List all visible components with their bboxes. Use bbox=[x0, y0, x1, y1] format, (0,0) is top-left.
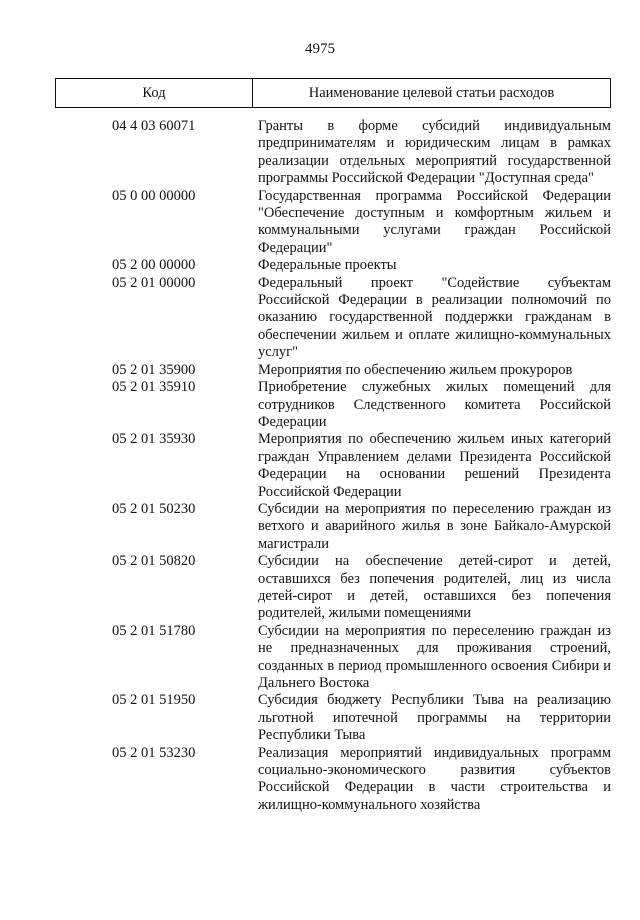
row-name: Субсидии на обеспечение детей-сирот и детей, оставшихся без попечения родителей, лиц из числа детей-сирот и детей, оставшихся без попечения родителей, жилыми помещениями bbox=[258, 553, 611, 622]
row-code: 05 2 01 50820 bbox=[112, 553, 196, 570]
row-name: Реализация мероприятий индивидуальных программ социально-экономического развития субъектов Российской Федерации в части строительства и жилищно-коммунального хозяйства bbox=[258, 744, 611, 813]
row-name: Субсидии на мероприятия по переселению граждан из не предназначенных для проживания строений, созданных в период промышленного освоения Сибири и Дальнего Востока bbox=[258, 622, 611, 691]
table-row bbox=[55, 692, 611, 744]
row-code: 05 2 01 50230 bbox=[112, 500, 196, 517]
row-code: 05 2 00 00000 bbox=[112, 257, 196, 274]
row-name: Федеральные проекты bbox=[258, 257, 397, 274]
row-code: 05 0 00 00000 bbox=[112, 187, 196, 204]
table-row bbox=[55, 431, 611, 501]
table-row bbox=[55, 379, 611, 431]
row-code: 05 2 01 35910 bbox=[112, 379, 196, 396]
row-code: 05 2 01 51950 bbox=[112, 692, 196, 709]
table-row bbox=[55, 362, 611, 379]
row-name: Государственная программа Российской Федерации "Обеспечение доступным и комфортным жильем и коммунальными услугами граждан Российской Федерации" bbox=[258, 187, 611, 256]
table-header bbox=[55, 78, 611, 108]
table-row bbox=[55, 623, 611, 693]
row-name: Субсидия бюджету Республики Тыва на реализацию льготной ипотечной программы на территории Республики Тыва bbox=[258, 692, 611, 744]
table-body bbox=[55, 118, 611, 814]
table-row bbox=[55, 275, 611, 362]
column-header-name: Наименование целевой статьи расходов bbox=[308, 84, 555, 101]
row-name: Мероприятия по обеспечению жильем прокуроров bbox=[258, 361, 573, 378]
row-code: 05 2 01 51780 bbox=[112, 622, 196, 639]
row-code: 05 2 01 35900 bbox=[112, 361, 196, 378]
page-number: 4975 bbox=[305, 41, 335, 57]
row-name: Гранты в форме субсидий индивидуальным предпринимателям и юридическим лицам в рамках реализации отдельных мероприятий государственной программы Российской Федерации "Доступная среда" bbox=[258, 118, 611, 187]
table-row bbox=[55, 553, 611, 623]
column-header-code: Код bbox=[56, 79, 253, 107]
row-name: Субсидии на мероприятия по переселению граждан из ветхого и аварийного жилья в зоне Байкало-Амурской магистрали bbox=[258, 500, 611, 552]
row-name: Мероприятия по обеспечению жильем иных категорий граждан Управлением делами Президента Российской Федерации на основании решений Президента Российской Федерации bbox=[258, 431, 611, 500]
table-row bbox=[55, 118, 611, 188]
table-row bbox=[55, 745, 611, 815]
table-row bbox=[55, 257, 611, 274]
row-name: Федеральный проект "Содействие субъектам Российской Федерации в реализации полномочий по оказанию государственной поддержки гражданам в обеспечении жильем и оплате жилищно-коммунальных услуг" bbox=[258, 274, 611, 361]
table-row bbox=[55, 188, 611, 258]
table-row bbox=[55, 501, 611, 553]
row-code: 05 2 01 53230 bbox=[112, 744, 196, 761]
row-code: 05 2 01 00000 bbox=[112, 274, 196, 291]
row-code: 05 2 01 35930 bbox=[112, 431, 196, 448]
row-name: Приобретение служебных жилых помещений для сотрудников Следственного комитета Российской Федерации bbox=[258, 379, 611, 430]
row-code: 04 4 03 60071 bbox=[112, 118, 196, 134]
